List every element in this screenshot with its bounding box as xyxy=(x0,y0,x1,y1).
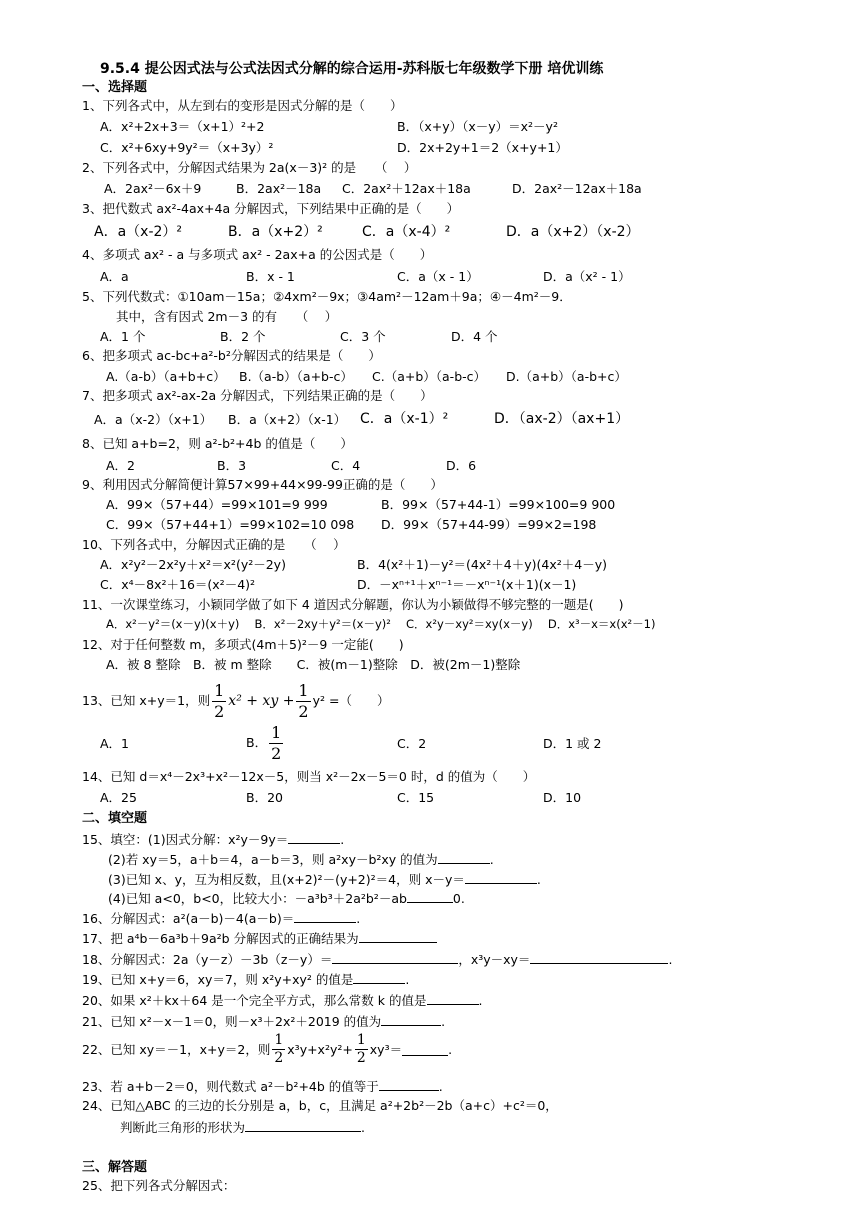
question-16-text: 16、分解因式：a²(a－b)－4(a－b)＝ xyxy=(82,911,295,926)
question-6-option-d: D.（a+b）（a-b+c） xyxy=(506,369,627,384)
question-9-option-b: B．99×（57+44-1）=99×100=9 900 xyxy=(381,497,616,512)
question-8-option-c: C．4 xyxy=(331,458,361,473)
fraction-numerator: 1 xyxy=(272,1033,285,1050)
question-17-text: 17、把 a⁴b－6a³b＋9a²b 分解因式的正确结果为 xyxy=(82,931,359,946)
question-5-option-b: B．2 个 xyxy=(220,329,266,344)
question-24-line-2 xyxy=(120,1120,365,1135)
fraction-numerator: 1 xyxy=(298,681,309,700)
question-7-stem: 7、把多项式 ax²-ax-2a 分解因式，下列结果正确的是（ ） xyxy=(82,388,433,403)
question-7-option-c: C．a（x-1）² xyxy=(360,411,449,427)
question-2-option-c: C．2ax²＋12ax＋18a xyxy=(342,181,471,196)
question-24-text: 判断此三角形的形状为 xyxy=(120,1120,246,1135)
fraction-one-half xyxy=(272,1033,285,1067)
question-3-option-a: A．a（x-2）² xyxy=(94,224,183,240)
question-7-option-d: D．（ax-2）（ax+1） xyxy=(494,411,630,427)
question-21-text: 21、已知 x²－x－1＝0，则－x³＋2x²＋2019 的值为 xyxy=(82,1014,382,1029)
question-5-stem-line2: 其中，含有因式 2m－3 的有 （ ） xyxy=(116,309,338,324)
question-15-part-3 xyxy=(108,872,541,887)
question-5-option-c: C．3 个 xyxy=(340,329,386,344)
question-13-mid: x² + xy + xyxy=(228,693,295,710)
question-14-option-c: C．15 xyxy=(397,790,435,805)
answer-blank[interactable] xyxy=(402,1044,448,1056)
question-4-option-c: C．a（x - 1） xyxy=(397,269,479,284)
question-5-stem: 5、下列代数式：①10am－15a；②4xm²－9x；③4am²－12am＋9a；④－4m²－9． xyxy=(82,289,572,304)
question-18-part-a: 18、分解因式：2a（y－z）－3b（z－y）＝ xyxy=(82,952,333,967)
question-4-option-b: B．x - 1 xyxy=(246,269,295,284)
option-b-label: B． xyxy=(246,734,268,750)
question-7-option-a: A．a（x-2）（x+1） xyxy=(94,412,213,427)
question-3-option-d: D．a（x+2）（x-2） xyxy=(506,224,640,240)
question-22 xyxy=(82,1033,452,1067)
question-15-part-3-period: . xyxy=(536,872,541,887)
answer-blank[interactable] xyxy=(465,872,537,884)
fraction-numerator: 1 xyxy=(214,681,225,700)
question-9-option-a: A．99×（57+44）=99×101=9 999 xyxy=(106,497,328,512)
question-6-stem: 6、把多项式 ac-bc+a²-b²分解因式的结果是（ ） xyxy=(82,348,381,363)
question-11-stem: 11、一次课堂练习，小颖同学做了如下 4 道因式分解题，你认为小颖做得不够完整的一题是( ) xyxy=(82,597,624,612)
question-7-option-b: B．a（x+2）（x-1） xyxy=(228,412,347,427)
question-19-text: 19、已知 x+y＝6，xy＝7，则 x²y+xy² 的值是 xyxy=(82,972,354,987)
question-4-option-a: A．a xyxy=(100,269,129,284)
question-15-part-4-text: (4)已知 a<0，b<0，比较大小：－a³b³＋2a²b²－ab xyxy=(108,891,407,906)
question-20-period: . xyxy=(478,993,483,1008)
question-1-option-b: B．（x+y）（x－y）＝x²－y² xyxy=(397,119,558,134)
question-3-option-c: C．a（x-4）² xyxy=(362,224,451,240)
question-15-part-2 xyxy=(108,852,494,867)
question-13-post: y² =（ ） xyxy=(312,692,390,708)
question-4-stem: 4、多项式 ax² - a 与多项式 ax² - 2ax+a 的公因式是（ ） xyxy=(82,247,433,262)
question-22-post: xy³＝ xyxy=(369,1041,403,1057)
question-24-line-1: 24、已知△ABC 的三边的长分别是 a，b，c，且满足 a²+2b²－2b（a+c）+c²＝0， xyxy=(82,1098,558,1113)
fraction-denominator: 2 xyxy=(214,701,225,721)
question-2-option-b: B．2ax²－18a xyxy=(236,181,322,196)
question-3-option-b: B．a（x+2）² xyxy=(228,224,323,240)
question-14-stem: 14、已知 d＝x⁴－2x³+x²－12x－5，则当 x²－2x－5＝0 时，d 的值为（ ） xyxy=(82,769,536,784)
question-15-part-3-text: (3)已知 x、y，互为相反数，且(x+2)²－(y+2)²＝4，则 x－y＝ xyxy=(108,872,465,887)
question-10-stem: 10、下列各式中，分解因式正确的是 （ ） xyxy=(82,537,346,552)
question-5-option-a: A．1 个 xyxy=(100,329,146,344)
question-23-period: . xyxy=(438,1079,443,1094)
question-8-stem: 8、已知 a+b=2，则 a²-b²+4b 的值是（ ） xyxy=(82,436,353,451)
answer-blank[interactable] xyxy=(381,1014,441,1026)
fraction-denominator: 2 xyxy=(271,743,282,763)
answer-blank[interactable] xyxy=(359,931,437,943)
question-19 xyxy=(82,972,409,987)
fraction-one-half xyxy=(269,724,283,762)
answer-blank[interactable] xyxy=(332,952,458,964)
question-14-option-b: B．20 xyxy=(246,790,283,805)
question-25-stem: 25、把下列各式分解因式： xyxy=(82,1178,236,1193)
question-11-options: A．x²－y²＝(x－y)(x＋y) B．x²－2xy＋y²＝(x－y)² C．x²y－xy²＝xy(x－y) D．x³－x＝x(x²－1) xyxy=(106,617,656,631)
question-13-stem xyxy=(82,682,389,720)
question-15-part-1-text: 15、填空：(1)因式分解：x²y－9y＝ xyxy=(82,832,289,847)
question-14-option-d: D．10 xyxy=(543,790,582,805)
question-18-part-b: ，x³y－xy＝ xyxy=(458,952,531,967)
question-3-stem: 3、把代数式 ax²-4ax+4a 分解因式，下列结果中正确的是（ ） xyxy=(82,201,460,216)
fraction-denominator: 2 xyxy=(298,701,309,721)
question-14-option-a: A．25 xyxy=(100,790,137,805)
fraction-one-half xyxy=(355,1033,368,1067)
question-2-option-d: D．2ax²－12ax＋18a xyxy=(512,181,642,196)
question-22-mid: x³y+x²y²+ xyxy=(287,1041,353,1057)
question-10-option-a: A．x²y²－2x²y＋x²＝x²(y²－2y) xyxy=(100,557,286,572)
question-13-option-b xyxy=(246,724,285,762)
question-16-period: . xyxy=(356,911,361,926)
question-8-option-d: D．6 xyxy=(446,458,477,473)
answer-blank[interactable] xyxy=(245,1120,361,1132)
question-21-period: . xyxy=(441,1014,446,1029)
question-22-period: . xyxy=(448,1041,453,1057)
question-1-option-c: C．x²+6xy+9y²＝（x+3y）² xyxy=(100,140,274,155)
question-9-option-c: C．99×（57+44+1）=99×102=10 098 xyxy=(106,517,355,532)
answer-blank[interactable] xyxy=(407,891,453,903)
page-title: 9.5.4 提公因式法与公式法因式分解的综合运用-苏科版七年级数学下册 培优训练 xyxy=(100,61,604,77)
question-2-option-a: A．2ax²－6x＋9 xyxy=(104,181,202,196)
question-8-option-b: B．3 xyxy=(217,458,247,473)
answer-blank[interactable] xyxy=(288,832,340,844)
question-12-options: A．被 8 整除 B．被 m 整除 C．被(m－1)整除 D．被(2m－1)整除 xyxy=(106,657,521,672)
question-6-option-b: B.（a-b）（a+b-c） xyxy=(239,369,353,384)
question-5-option-d: D．4 个 xyxy=(451,329,498,344)
question-15-part-1 xyxy=(82,832,344,847)
fraction-one-half xyxy=(296,682,310,720)
question-20 xyxy=(82,993,482,1008)
question-4-option-d: D．a（x² - 1） xyxy=(543,269,631,284)
question-1-stem: 1、下列各式中，从左到右的变形是因式分解的是（ ） xyxy=(82,98,403,113)
answer-blank[interactable] xyxy=(353,972,405,984)
section-heading-choice: 一、选择题 xyxy=(82,80,148,95)
question-15-part-4 xyxy=(108,891,465,906)
question-1-option-a: A．x²+2x+3＝（x+1）²+2 xyxy=(100,119,265,134)
question-6-option-c: C.（a+b）（a-b-c） xyxy=(372,369,487,384)
question-13-option-a: A．1 xyxy=(100,736,130,751)
question-23-text: 23、若 a+b－2＝0，则代数式 a²－b²+4b 的值等于 xyxy=(82,1079,379,1094)
question-2-stem: 2、下列各式中，分解因式结果为 2a(x－3)² 的是 （ ） xyxy=(82,160,417,175)
question-6-option-a: A.（a-b）（a+b+c） xyxy=(106,369,226,384)
question-21 xyxy=(82,1014,445,1029)
question-13-pre: 13、已知 x+y＝1，则 xyxy=(82,692,211,708)
question-15-part-4-tail: 0. xyxy=(452,891,465,906)
question-13-option-d: D．1 或 2 xyxy=(543,736,602,751)
question-13-option-c: C．2 xyxy=(397,736,427,751)
answer-blank[interactable] xyxy=(530,952,668,964)
question-15-part-1-period: . xyxy=(340,832,345,847)
question-12-stem: 12、对于任何整数 m，多项式(4m＋5)²－9 一定能( ) xyxy=(82,637,404,652)
question-9-option-d: D．99×（57+44-99）=99×2=198 xyxy=(381,517,597,532)
fraction-numerator: 1 xyxy=(271,723,282,742)
answer-blank[interactable] xyxy=(294,911,356,923)
answer-blank[interactable] xyxy=(438,852,490,864)
answer-blank[interactable] xyxy=(427,993,479,1005)
question-16 xyxy=(82,911,360,926)
question-20-text: 20、如果 x²＋kx＋64 是一个完全平方式，那么常数 k 的值是 xyxy=(82,993,427,1008)
fraction-numerator: 1 xyxy=(355,1033,368,1050)
question-9-stem: 9、利用因式分解简便计算57×99+44×99-99正确的是（ ） xyxy=(82,477,443,492)
question-1-option-d: D．2x+2y+1＝2（x+y+1） xyxy=(397,140,568,155)
question-23 xyxy=(82,1079,443,1094)
question-18-period: . xyxy=(668,952,673,967)
question-10-option-c: C．x⁴－8x²＋16＝(x²－4)² xyxy=(100,577,256,592)
question-19-period: . xyxy=(405,972,410,987)
question-22-pre: 22、已知 xy＝－1，x+y＝2，则 xyxy=(82,1041,271,1057)
question-8-option-a: A．2 xyxy=(106,458,136,473)
question-10-option-b: B．4(x²＋1)－y²＝(4x²＋4＋y)(4x²＋4－y) xyxy=(357,557,607,572)
fraction-denominator: 2 xyxy=(274,1050,284,1067)
question-24-period: . xyxy=(361,1120,365,1135)
section-heading-answer: 三、解答题 xyxy=(82,1160,148,1175)
question-15-part-2-period: . xyxy=(489,852,494,867)
question-15-part-2-text: (2)若 xy＝5，a＋b＝4，a－b＝3，则 a²xy－b²xy 的值为 xyxy=(108,852,438,867)
question-17 xyxy=(82,931,437,946)
section-heading-fill: 二、填空题 xyxy=(82,811,148,826)
fraction-denominator: 2 xyxy=(356,1050,366,1067)
fraction-one-half xyxy=(212,682,226,720)
answer-blank[interactable] xyxy=(379,1079,439,1091)
question-10-option-d: D．－xⁿ⁺¹＋xⁿ⁻¹＝－xⁿ⁻¹(x＋1)(x－1) xyxy=(357,577,577,592)
question-18 xyxy=(82,952,672,967)
